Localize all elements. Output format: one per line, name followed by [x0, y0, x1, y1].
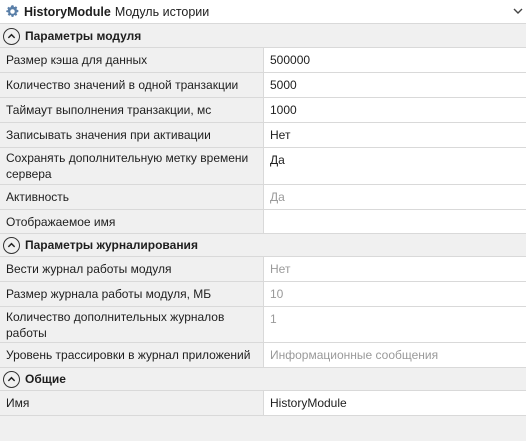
property-row[interactable] — [0, 307, 526, 343]
section-label: Параметры модуля — [25, 29, 142, 43]
chevron-up-icon[interactable] — [3, 371, 20, 388]
property-row[interactable] — [0, 48, 526, 73]
property-name: Размер журнала работы модуля, МБ — [0, 282, 264, 306]
module-header — [0, 0, 526, 24]
property-row[interactable] — [0, 123, 526, 148]
property-value[interactable]: HistoryModule — [264, 391, 526, 415]
property-row[interactable] — [0, 73, 526, 98]
property-value[interactable]: Нет — [264, 123, 526, 147]
gear-icon — [4, 4, 20, 20]
property-value[interactable]: 1 — [264, 307, 526, 342]
chevron-up-icon[interactable] — [3, 237, 20, 254]
property-value[interactable]: Да — [264, 185, 526, 209]
property-grid — [0, 25, 526, 416]
property-name: Таймаут выполнения транзакции, мс — [0, 98, 264, 122]
section-label: Параметры журналирования — [25, 238, 198, 252]
property-row[interactable] — [0, 282, 526, 307]
property-name: Количество дополнительных журналов работы — [0, 307, 264, 342]
property-name: Активность — [0, 185, 264, 209]
chevron-down-icon[interactable] — [513, 5, 523, 15]
property-name: Размер кэша для данных — [0, 48, 264, 72]
property-value[interactable]: 500000 — [264, 48, 526, 72]
section-label: Общие — [25, 372, 66, 386]
property-row[interactable] — [0, 98, 526, 123]
property-row[interactable] — [0, 210, 526, 234]
property-name: Количество значений в одной транзакции — [0, 73, 264, 97]
property-row[interactable] — [0, 185, 526, 210]
property-row[interactable] — [0, 257, 526, 282]
property-value[interactable]: 1000 — [264, 98, 526, 122]
property-name: Имя — [0, 391, 264, 415]
property-name: Уровень трассировки в журнал приложений — [0, 343, 264, 367]
property-value[interactable]: 10 — [264, 282, 526, 306]
property-name: Вести журнал работы модуля — [0, 257, 264, 281]
section-logging-params[interactable] — [0, 234, 526, 257]
property-row[interactable] — [0, 391, 526, 416]
section-module-params[interactable] — [0, 25, 526, 48]
property-value[interactable]: 5000 — [264, 73, 526, 97]
property-value[interactable]: Нет — [264, 257, 526, 281]
property-name: Записывать значения при активации — [0, 123, 264, 147]
property-row[interactable] — [0, 343, 526, 368]
property-value[interactable] — [264, 210, 526, 233]
property-name: Отображаемое имя — [0, 210, 264, 233]
module-title: Модуль истории — [114, 4, 210, 19]
chevron-up-icon[interactable] — [3, 28, 20, 45]
property-value[interactable]: Информационные сообщения — [264, 343, 526, 367]
property-row[interactable] — [0, 148, 526, 185]
module-name: HistoryModule — [24, 4, 111, 19]
property-name: Сохранять дополнительную метку времени сервера — [0, 148, 264, 184]
property-value[interactable]: Да — [264, 148, 526, 184]
section-general[interactable] — [0, 368, 526, 391]
